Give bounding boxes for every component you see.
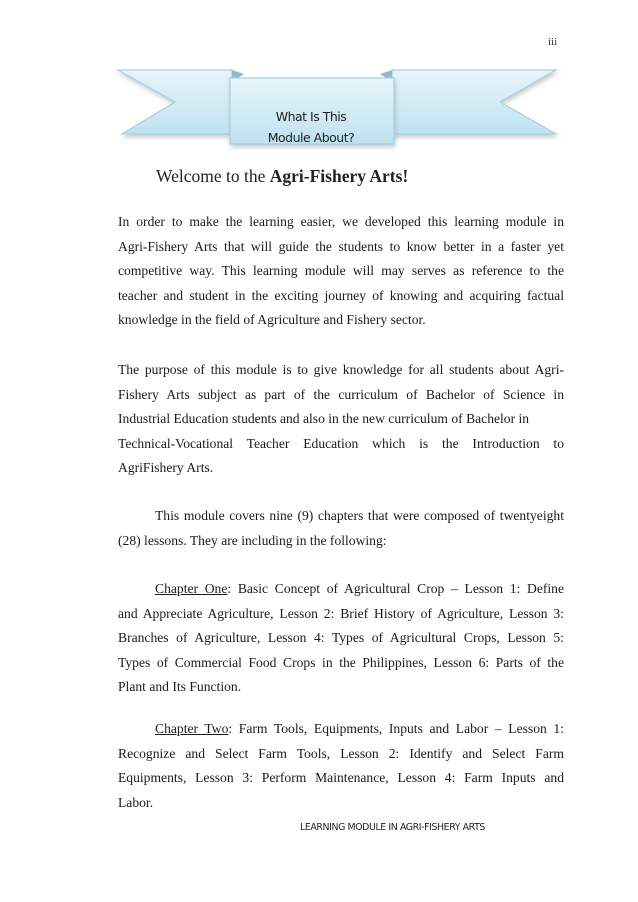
- paragraph-line: teacher and student in the exciting journey of knowing and acquiring factual: [118, 287, 564, 303]
- paragraph-line: Plant and Its Function.: [118, 679, 242, 695]
- chapter-two-title: : Farm Tools, Equipments, Inputs and Labor – Lesson 1:: [228, 721, 564, 736]
- chapter-one-paragraph: [118, 577, 564, 700]
- paragraph-line: Agri-Fishery Arts that will guide the students to know better in a faster yet: [118, 238, 564, 254]
- paragraph-line: Industrial Education students and also in the new curriculum of Bachelor in: [118, 411, 530, 427]
- page-footer: LEARNING MODULE IN AGRI-FISHERY ARTS: [300, 822, 485, 833]
- paragraph-line: Equipments, Lesson 3: Perform Maintenance, Lesson 4: Farm Inputs and: [118, 770, 564, 786]
- paragraph-line: The purpose of this module is to give knowledge for all students about Agri-: [118, 362, 564, 377]
- paragraph-line: Recognize and Select Farm Tools, Lesson 2: Identify and Select Farm: [118, 745, 564, 761]
- welcome-prefix: Welcome to the: [156, 166, 270, 186]
- paragraph-line: Fishery Arts subject as part of the curriculum of Bachelor of Science in: [118, 386, 564, 402]
- chapter-one-label: Chapter One: [155, 581, 228, 596]
- paragraph-line: [118, 717, 564, 742]
- paragraph-line: This module covers nine (9) chapters that were composed of twentyeight: [155, 508, 564, 523]
- welcome-heading: [156, 166, 408, 187]
- purpose-paragraph: [118, 358, 564, 481]
- banner-title-line-2: Module About?: [267, 130, 355, 145]
- paragraph-line: competitive way. This learning module will may serves as reference to the: [118, 263, 564, 279]
- paragraph-line: Technical-Vocational Teacher Education which is the Introduction to: [118, 435, 564, 451]
- paragraph-line: Branches of Agriculture, Lesson 4: Types of Agricultural Crops, Lesson 5:: [118, 630, 564, 646]
- intro-paragraph: [118, 210, 564, 333]
- page-number: iii: [548, 36, 558, 48]
- paragraph-line: and Appreciate Agriculture, Lesson 2: Brief History of Agriculture, Lesson 3:: [118, 605, 564, 621]
- banner-title-line-1: What Is This: [275, 109, 347, 124]
- paragraph-line: Types of Commercial Food Crops in the Philippines, Lesson 6: Parts of the: [118, 654, 564, 670]
- paragraph-line: (28) lessons. They are including in the following:: [118, 532, 387, 548]
- paragraph-line: AgriFishery Arts.: [118, 460, 214, 476]
- chapter-two-paragraph: [118, 717, 564, 815]
- paragraph-line: knowledge in the field of Agriculture and Fishery sector.: [118, 312, 426, 328]
- welcome-course-name: Agri-Fishery Arts!: [269, 166, 409, 186]
- chapter-one-title: : Basic Concept of Agricultural Crop – Lesson 1: Define: [227, 581, 565, 596]
- banner-title: [232, 106, 390, 148]
- coverage-paragraph: [118, 504, 564, 553]
- paragraph-line: In order to make the learning easier, we developed this learning module in: [118, 214, 564, 229]
- paragraph-line: Labor.: [118, 794, 154, 810]
- paragraph-line: [118, 577, 564, 602]
- chapter-two-label: Chapter Two: [155, 721, 229, 736]
